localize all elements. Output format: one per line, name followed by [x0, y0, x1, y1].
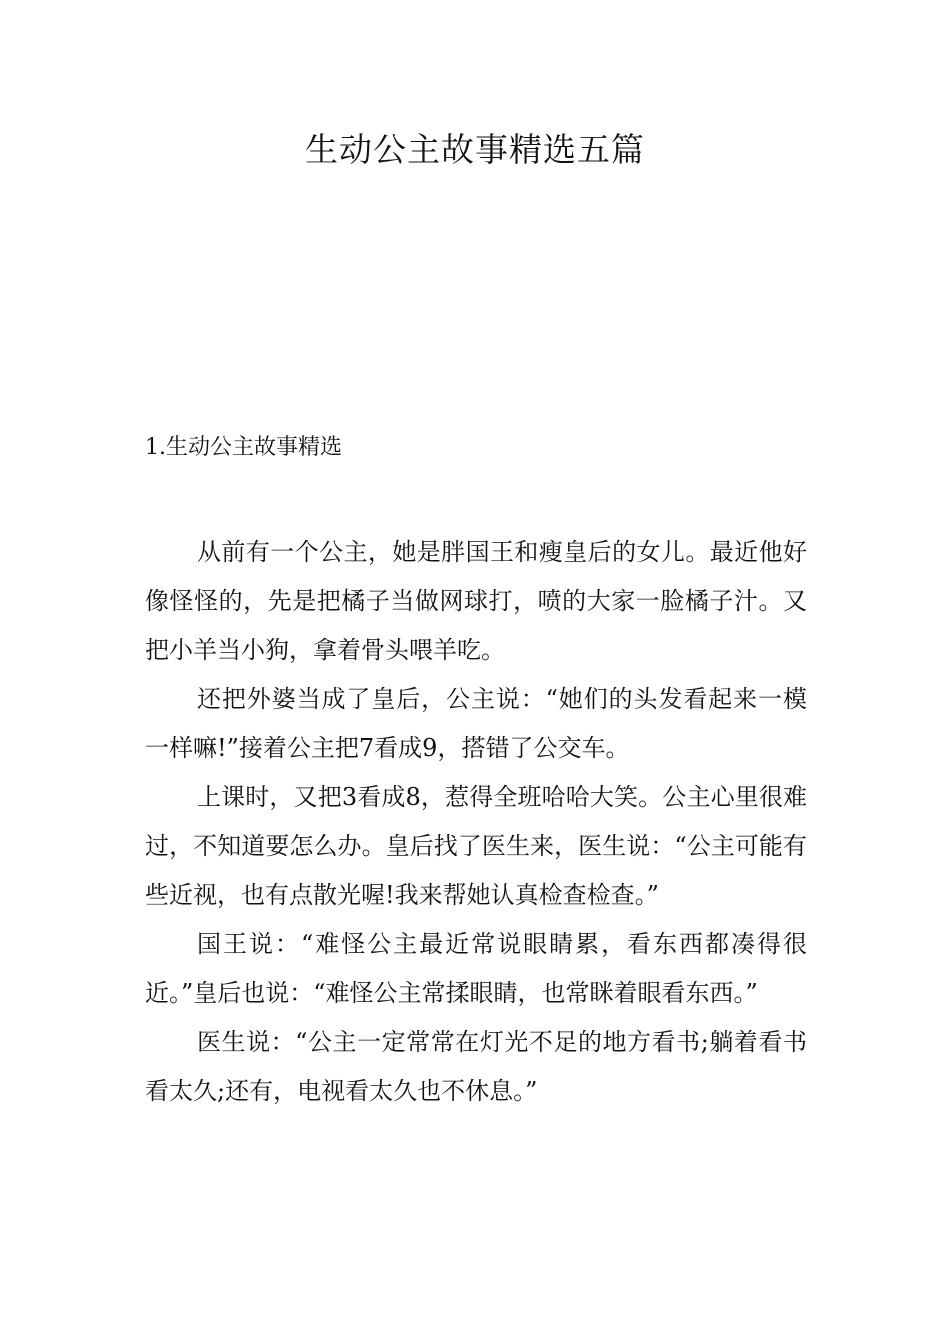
story-body: [145, 528, 807, 1116]
paragraph: 上课时，又把3看成8，惹得全班哈哈大笑。公主心里很难过，不知道要怎么办。皇后找了医生来，医生说：“公主可能有些近视，也有点散光喔!我来帮她认真检查检查。”: [145, 783, 807, 909]
section-heading: 1.生动公主故事精选: [145, 435, 342, 460]
paragraph: 从前有一个公主，她是胖国王和瘦皇后的女儿。最近他好像怪怪的，先是把橘子当做网球打，喷的大家一脸橘子汁。又把小羊当小狗，拿着骨头喂羊吃。: [145, 538, 807, 664]
paragraph: 医生说：“公主一定常常在灯光不足的地方看书;躺着看书看太久;还有，电视看太久也不休息。”: [145, 1028, 807, 1105]
document-title: 生动公主故事精选五篇: [305, 130, 645, 169]
paragraph: 国王说：“难怪公主最近常说眼睛累，看东西都凑得很近。”皇后也说：“难怪公主常揉眼睛，也常眯着眼看东西。”: [145, 930, 807, 1007]
paragraph: 还把外婆当成了皇后，公主说：“她们的头发看起来一模一样嘛!”接着公主把7看成9，搭错了公交车。: [145, 685, 807, 762]
